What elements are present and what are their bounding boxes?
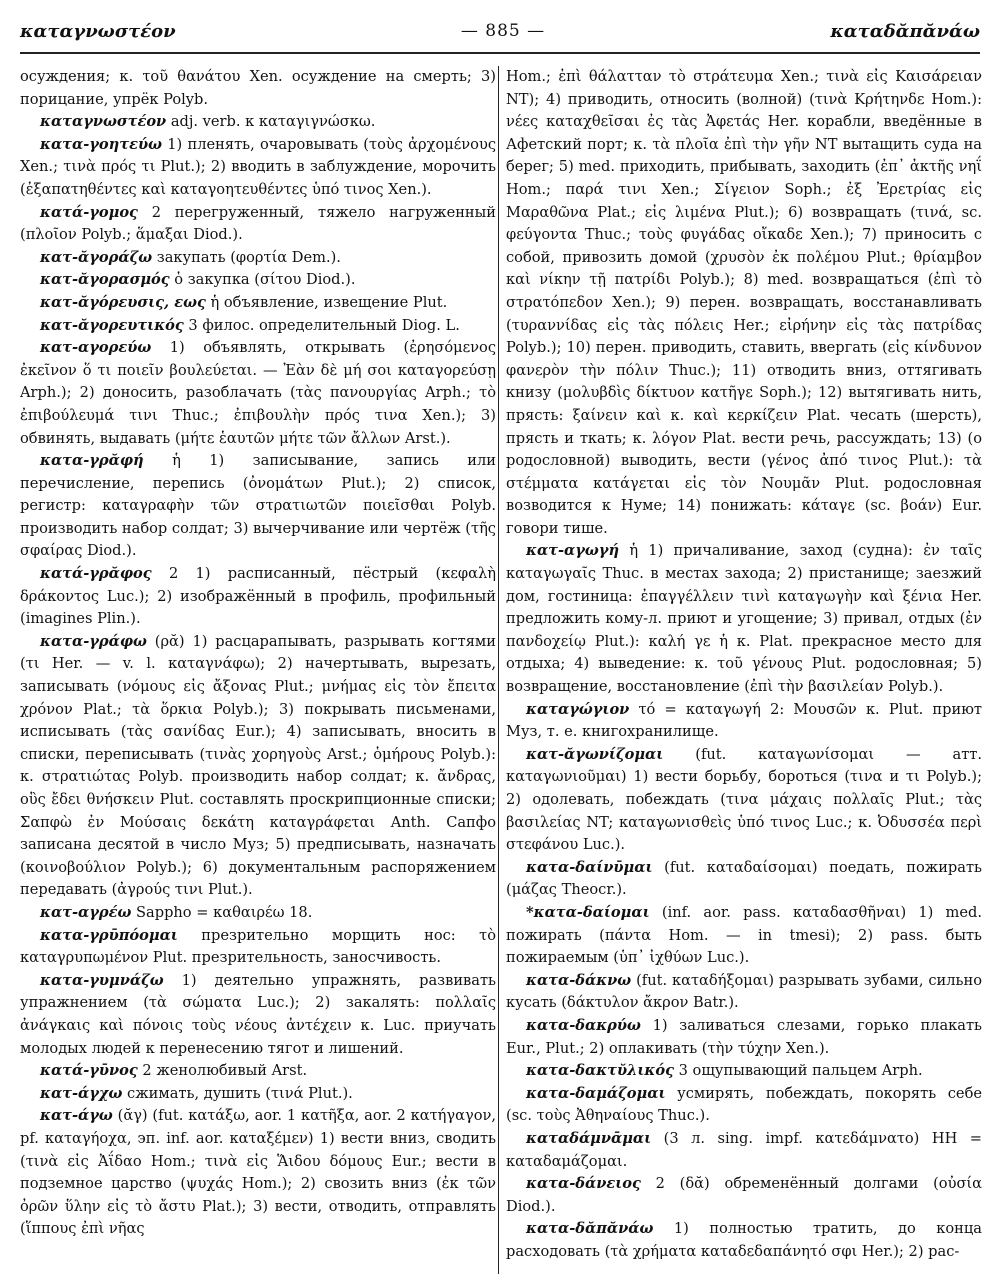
entry-text: (fut. καταδήξομαι) разрывать зубами, сильно кусать (δάκτυλον ἄκρον Batr.). — [506, 971, 982, 1012]
headword: κατα-γυμνάζω — [40, 971, 164, 989]
headword: κατα-δακρύω — [526, 1016, 641, 1034]
dictionary-entry — [20, 337, 496, 450]
entry-text: (fut. καταδαίσομαι) поедать, пожирать (μάζας Theocr.). — [506, 858, 982, 899]
entry-text: ἡ объявление, извещение Plut. — [205, 293, 448, 311]
headword: κατα-γρᾰφή — [40, 452, 144, 470]
dictionary-entry — [20, 134, 496, 202]
headword: κατ-ᾰγορασμός — [40, 271, 170, 289]
dictionary-entry — [20, 970, 496, 1060]
dictionary-entry — [20, 1060, 496, 1083]
entry-text: 3 ощупывающий пальцем Arph. — [673, 1062, 923, 1080]
header-last-word: καταδᾰπᾰνάω — [830, 20, 980, 42]
headword: κατα-δαμάζομαι — [526, 1084, 666, 1102]
headword: κατ-ᾰγορευτικός — [40, 316, 184, 334]
entry-text: усмирять, побеждать, покорять себе (sc. τοὺς Ἀθηναίους Thuc.). — [506, 1084, 982, 1125]
running-head — [20, 18, 980, 44]
entry-text: adj. verb. к καταγιγνώσκω. — [166, 113, 376, 131]
dictionary-entry — [20, 902, 496, 925]
dictionary-entry — [506, 744, 982, 857]
page-number: — 885 — — [460, 21, 546, 41]
entry-text: сжимать, душить (τινά Plut.). — [122, 1084, 353, 1102]
entry-text: 2 (δᾰ) обременённый долгами (οὐσία Diod.). — [506, 1175, 982, 1215]
entry-text: 1) заливаться слезами, горько плакать Eur., Plut.; 2) оплакивать (τὴν τύχην Xen.). — [506, 1016, 982, 1057]
left-column — [20, 66, 496, 1280]
entry-text: 1) деятельно упражнять, развивать упражнением (τὰ σώματα Luc.); 2) закалять: πολλαῖς ἀνάγκαις καὶ πόνοις τοὺς νέους ἀντέχειν κ. Luc. приучать молодых людей к перенесению тягот и лишений. — [20, 971, 496, 1057]
headword: κατα-γοητεύω — [40, 135, 162, 153]
headword: κατά-γρᾰφος — [40, 565, 152, 583]
entry-text: (ρᾰ) 1) расцарапывать, разрывать когтями (τι Her. — v. l. καταγνάφω); 2) начертывать, вырезать, записывать (νόμους εἰς ἄξονας Plut.; μνήμας εἰς τὸν ἔπειτα χρόνον Plat.; τὰ ὅρκια Polyb.); 3) покрывать письменами, исписывать (τὰς σανίδας Eur.); 4) записывать, вносить в списки, переписывать (τινὰς χορηγοὺς Arst.; ὁμήρους Polyb.): κ. στρατιώτας Polyb. производить набор солдат; κ. ἄνδρας, οὓς ἔδει θνήσκειν Plut. составлять проскрипционные списки; Σαπφὼ ἐν Μούσαις δεκάτη καταγράφεται Anth. Сапфо записана десятой в число Муз; 5) предписывать, назначать (κοινοβούλιον Polyb.); 6) документальным распоряжением передавать (ἀγρούς τινι Plut.). — [20, 632, 496, 899]
entry-text: 3 филос. определительный Diog. L. — [183, 316, 460, 334]
entry-text: (3 л. sing. impf. κατεδάμνατο) HH = καταδαμάζομαι. — [506, 1129, 982, 1170]
dictionary-entry — [506, 970, 982, 1015]
entry-text: закупать (φορτία Dem.). — [152, 248, 341, 266]
dictionary-entry — [506, 540, 982, 698]
dictionary-entry — [20, 1083, 496, 1106]
column-divider — [498, 66, 499, 1274]
dictionary-entry — [20, 1105, 496, 1241]
headword: κατα-δαίνῡμαι — [526, 858, 653, 876]
entry-text: 1) полностью тратить, до конца расходовать (τὰ χρήματα καταδεδαπάνητό σφι Her.); 2) рас- — [506, 1220, 982, 1260]
headword: κατ-ᾰγοράζω — [40, 248, 153, 266]
headword: κατά-γῡνος — [40, 1062, 138, 1080]
headword: κατα-δάκνω — [526, 971, 632, 989]
dictionary-entry — [506, 1060, 982, 1083]
entry-text: 2 1) расписанный, пёстрый (κεφαλὴ δράκοντος Luc.); 2) изображённый в профиль, профильный (imagines Plin.). — [20, 565, 496, 628]
entry-text: ἡ 1) причаливание, заход (судна): ἐν ταῖς καταγωγαῖς Thuc. в местах захода; 2) пристанище; заезжий дом, гостиница: ἐπαγγέλλειν τινὶ καταγωγὴν καὶ ξένια Her. предложить кому-л. приют и угощение; 3) привал, отдых (ἐν πανδοχείῳ Plut.): καλή γε ἡ κ. Plat. прекрасное место для отдыха; 4) выведение: κ. τοῦ γένους Plut. родословная; 5) возвращение, восстановление (ἐπὶ τὴν βασιλείαν Polyb.). — [506, 542, 982, 696]
entry-text: 2 перегруженный, тяжело нагруженный (πλοῖον Polyb.; ἅμαξαι Diod.). — [20, 203, 496, 244]
entry-text: (inf. aor. pass. καταδασθῆναι) 1) med. пожирать (πάντα Hom. — in tmesi); 2) pass. быть пожираемым (ὑπ᾽ ἰχθύων Luc.). — [506, 903, 982, 967]
entry-text: τό = καταγωγή 2: Μουσῶν κ. Plut. приют Муз, т. е. книгохранилище. — [506, 700, 982, 741]
entry-text: 1) объявлять, открывать (ἐρησόμενος ἐκεῖνον ὅ τι ποιεῖν βουλεύεται. — Ἐὰν δὲ μή σοι καταγορεύσῃ Arph.); 2) доносить, разоблачать (τὰς πανουργίας Arph.; τὸ ἐπιβούλευμά τινι Thuc.; ἐπιβουλὴν πρός τινα Xen.); 3) обвинять, выдавать (μήτε ἑαυτῶν μήτε τῶν ἄλλων Arst.). — [20, 339, 496, 447]
entry-text: (ᾰγ) (fut. κατάξω, aor. 1 κατῆξα, aor. 2 κατήγαγον, pf. καταγήοχα, эп. inf. aor. καταξέμεν) 1) вести вниз, сводить (τινὰ εἰς Ἀΐδαο Hom.; τινὰ εἰς Ἅιδου δόμους Eur.; вести в подземное царство (ψυχάς Hom.); 2) свозить вниз (ἐκ τῶν ὀρῶν ὕλην εἰς τὸ ἄστυ Plat.); 3) вести, отводить, отправлять (ἵππους ἐπὶ νῆας — [20, 1107, 496, 1238]
dictionary-entry — [506, 66, 982, 540]
dictionary-entry — [506, 1015, 982, 1060]
headword: κατ-ᾰγωνίζομαι — [526, 745, 664, 763]
dictionary-entry — [506, 1083, 982, 1128]
header-first-word: καταγνωστέον — [20, 20, 176, 42]
dictionary-entry — [506, 857, 982, 902]
entry-text: презрительно морщить нос: τὸ καταγρυπωμένον Plut. презрительность, заносчивость. — [20, 926, 496, 967]
headword: *κατα-δαίομαι — [526, 903, 650, 921]
dictionary-entry — [20, 315, 496, 338]
headword: κατα-δακτῠλικός — [526, 1062, 674, 1080]
headword: καταγώγιον — [526, 700, 630, 718]
dictionary-entry — [20, 563, 496, 631]
headword: κατα-γρῡπόομαι — [40, 926, 178, 944]
dictionary-entry — [20, 202, 496, 247]
headword: κατ-αγρέω — [40, 903, 132, 921]
dictionary-entry — [20, 269, 496, 292]
headword: κατ-άγω — [40, 1107, 113, 1125]
headword: κατ-ᾰγόρευσις, εως — [40, 293, 206, 311]
dictionary-entry — [20, 111, 496, 134]
entry-text: осуждения; κ. τοῦ θανάτου Xen. осуждение на смерть; 3) порицание, упрёк Polyb. — [20, 68, 496, 108]
entry-text: 1) пленять, очаровывать (τοὺς ἀρχομένους Xen.; τινὰ πρός τι Plut.); 2) вводить в заблуждение, морочить (ἐξαπατηθέντες καὶ καταγοητευθέντες ὑπό τινος Xen.). — [20, 135, 496, 198]
dictionary-entry — [20, 66, 496, 111]
entry-text: ἡ 1) записывание, запись или перечисление, перепись (ὀνομάτων Plut.); 2) список, регистр: καταγραφὴν τῶν στρατιωτῶν ποιεῖσθαι Polyb. производить набор солдат; 3) вычерчивание или чертёж (τῆς σφαίρας Diod.). — [20, 452, 496, 560]
headword: κατα-γράφω — [40, 632, 147, 650]
dictionary-entry — [20, 247, 496, 270]
dictionary-entry — [506, 1128, 982, 1173]
headword: κατα-δάνειος — [526, 1175, 641, 1193]
headword: καταγνωστέον — [40, 113, 167, 131]
entry-text: Hom.; ἐπὶ θάλατταν τὸ στράτευμα Xen.; τινὰ εἰς Καισάρειαν NT); 4) приводить, относить (волной) (τινὰ Κρήτηνδε Hom.): νέες καταχθεῖσαι ἐς τὰς Ἀφετάς Her. корабли, введённые в Афетский порт; κ. τὰ πλοῖα ἐπὶ τὴν γῆν NT вытащить суда на берег; 5) med. приходить, прибывать, заходить (ἐπ᾽ ἀκτῆς νηΐ Hom.; παρά τινι Xen.; Σίγειον Soph.; ἐξ Ἐρετρίας εἰς Μαραθῶνα Plat.; εἰς λιμένα Plut.); 6) возвращать (τινά, sc. φεύγοντα Thuc.; τοὺς φυγάδας οἴκαδε Xen.); 7) приносить с собой, привозить домой (χρυσὸν ἐκ πολέμου Plut.; θρίαμβον καὶ νίκην τῇ πατρίδι Polyb.); 8) med. возвращаться (ἐπὶ τὸ στρατόπεδον Xen.); 9) перен. возвращать, восстанавливать (τυραννίδας εἰς τὰς πόλεις Her.; εἰρήνην εἰς τὰς πατρίδας Polyb.); 10) перен. приводить, ставить, ввергать (εἰς κίνδυνον φανερὸν τὴν πόλιν Thuc.); 11) отводить вниз, оттягивать книзу (μολυβδὶς δίκτυον κατῆγε Soph.); 12) вытягивать нить, прясть: ξαίνειν καὶ κ. καὶ κερκίζειν Plat. чесать (шерсть), прясть и ткать; κ. λόγον Plat. вести речь, рассуждать; 13) (о родословной) выводить, вести (γένος ἀπό τινος Plut.): τὰ στέμματα κατάγεται εἰς τὸν Νουμᾶν Plut. родословная возводится к Нуме; 14) понижать: κάταγε (sc. βοάν) Eur. говори тише. — [506, 68, 982, 537]
header-rule — [20, 52, 980, 54]
dictionary-entry — [20, 631, 496, 902]
dictionary-entry — [20, 450, 496, 563]
dictionary-entry — [506, 1218, 982, 1263]
headword: καταδάμνᾱμαι — [526, 1129, 652, 1147]
dictionary-entry — [506, 902, 982, 970]
right-column — [506, 66, 982, 1280]
entry-text: Sappho = καθαιρέω 18. — [131, 903, 313, 921]
headword: κατ-αγωγή — [526, 542, 620, 560]
dictionary-entry — [20, 292, 496, 315]
headword: κατα-δᾰπᾰνάω — [526, 1220, 654, 1238]
dictionary-entry — [506, 699, 982, 744]
headword: κατ-αγορεύω — [40, 339, 152, 357]
headword: κατ-άγχω — [40, 1084, 123, 1102]
entry-text: 2 женолюбивый Arst. — [137, 1062, 308, 1080]
entry-text: ὁ закупка (σίτου Diod.). — [169, 271, 356, 289]
dictionary-entry — [506, 1173, 982, 1218]
headword: κατά-γομος — [40, 203, 138, 221]
entry-text: (fut. καταγωνίσομαι — атт. καταγωνιοῦμαι) 1) вести борьбу, бороться (τινα и τι Polyb.); 2) одолевать, побеждать (τινα μάχαις πολλαῖς Plut.; τὰς βασιλείας NT; καταγωνισθεὶς ὑπό τινος Luc.; κ. Ὀδυσσέα περὶ στεφάνου Luc.). — [506, 745, 982, 854]
dictionary-entry — [20, 925, 496, 970]
